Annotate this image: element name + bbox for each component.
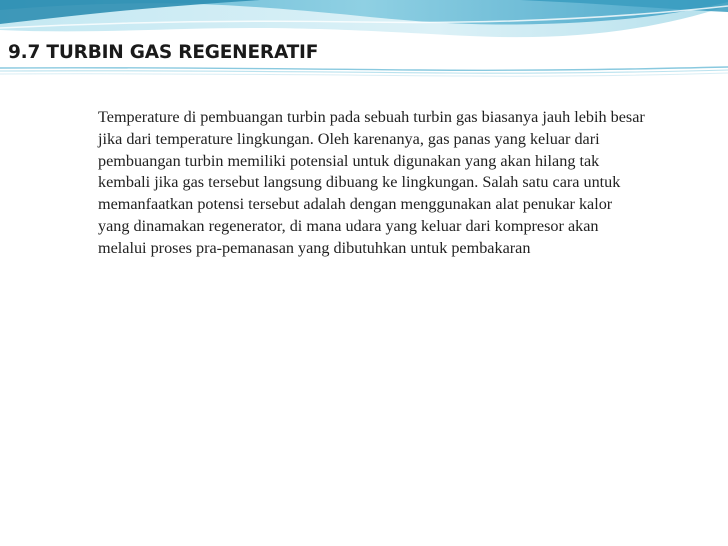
body-paragraph: Temperature di pembuangan turbin pada sebuah turbin gas biasanya jauh lebih besar jika dari temperature lingkungan. Oleh karenanya, gas panas yang keluar dari pembuangan turbin memiliki potensial untuk digunakan yang akan hilang tak kembali jika gas tersebut langsung dibuang ke lingkungan. Salah satu cara untuk memanfaatkan potensi tersebut adalah dengan menggunakan alat penukar kalor yang dinamakan regenerator, di mana udara yang keluar dari kompresor akan melalui proses pra-pemanasan yang dibutuhkan untuk pembakaran <box>98 108 645 257</box>
slide-title: 9.7 TURBIN GAS REGENERATIF <box>8 42 319 63</box>
title-underline-decoration <box>0 66 728 78</box>
